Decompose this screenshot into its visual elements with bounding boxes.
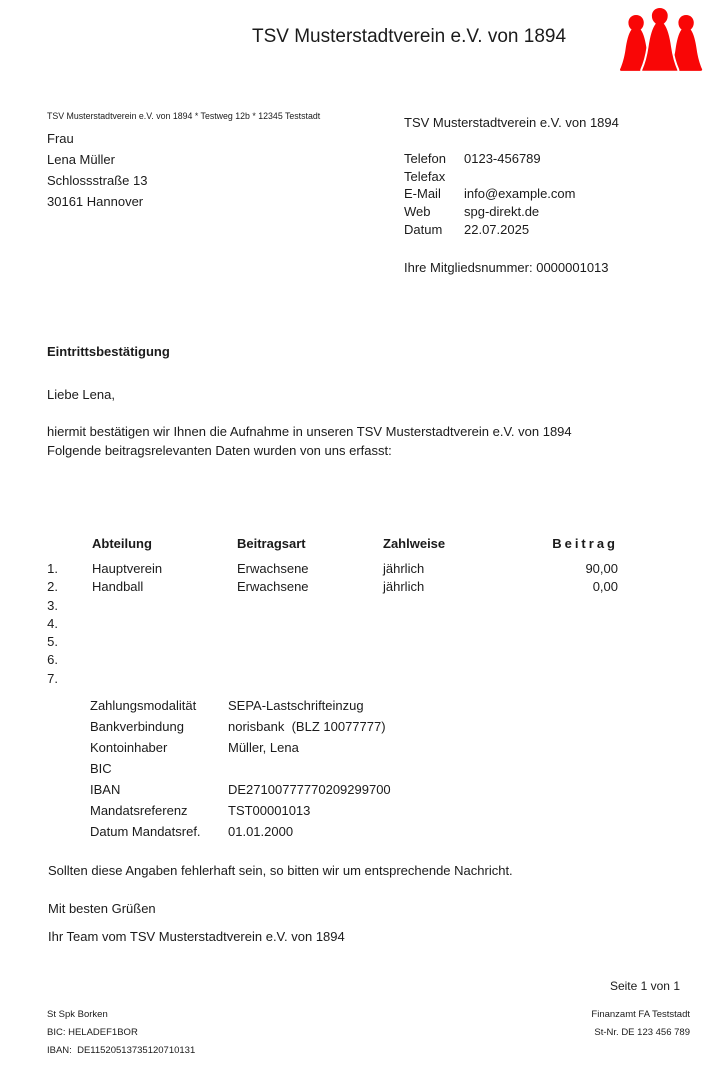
- payment-row-mandatsreferenz: [90, 800, 391, 821]
- letter-salutation: Liebe Lena,: [47, 387, 115, 402]
- contact-row-datum: [404, 222, 575, 240]
- cell-zahlweise: jährlich: [383, 579, 425, 595]
- payment-label: IBAN: [90, 782, 121, 797]
- contact-info-block: [404, 151, 575, 239]
- payment-label: Bankverbindung: [90, 719, 184, 734]
- fee-table: [38, 536, 618, 689]
- table-row: [38, 634, 618, 652]
- contact-value: 22.07.2025: [464, 221, 530, 237]
- membership-number: Ihre Mitgliedsnummer: 0000001013: [404, 260, 609, 275]
- row-number: 7.: [47, 670, 58, 686]
- col-header-zahlweise: Zahlweise: [383, 536, 446, 551]
- row-number: 2.: [47, 579, 58, 595]
- footer-tax-office: Finanzamt FA Teststadt: [591, 1009, 690, 1020]
- cell-abteilung: Hauptverein: [92, 561, 163, 576]
- letter-body: [47, 423, 572, 460]
- payment-row-zahlungsmodalitaet: [90, 695, 391, 716]
- payment-label: Kontoinhaber: [90, 740, 168, 755]
- letter-body-line: Folgende beitragsrelevanten Daten wurden von uns erfasst:: [47, 442, 392, 458]
- col-header-abteilung: Abteilung: [92, 536, 152, 551]
- recipient-address: [47, 128, 147, 212]
- contact-row-web: [404, 204, 575, 222]
- page-title: TSV Musterstadtverein e.V. von 1894: [252, 26, 567, 47]
- footer-bank-bic: BIC: HELADEF1BOR: [47, 1027, 138, 1038]
- payment-row-kontoinhaber: [90, 737, 391, 758]
- cell-beitragsart: Erwachsene: [237, 561, 309, 576]
- payment-value: Müller, Lena: [228, 740, 299, 755]
- row-number: 4.: [47, 615, 58, 631]
- payment-value: 01.01.2000: [228, 824, 294, 839]
- payment-row-bic: [90, 758, 391, 779]
- cell-beitrag: 0,00: [592, 579, 618, 595]
- contact-label: Web: [404, 204, 431, 220]
- contact-row-email: [404, 186, 575, 204]
- payment-details-block: [90, 695, 391, 842]
- org-name: TSV Musterstadtverein e.V. von 1894: [404, 115, 619, 130]
- contact-value: 0123-456789: [464, 151, 541, 166]
- table-row: [38, 671, 618, 689]
- row-number: 5.: [47, 634, 58, 650]
- cell-zahlweise: jährlich: [383, 561, 425, 576]
- cell-beitrag: 90,00: [585, 561, 618, 576]
- payment-label: Zahlungsmodalität: [90, 698, 197, 713]
- table-row: [38, 579, 618, 597]
- table-row: [38, 561, 618, 579]
- footer-bank-details: [47, 1006, 195, 1060]
- table-row: [38, 616, 618, 634]
- col-header-beitrag: Beitrag: [552, 536, 618, 551]
- recipient-salutation: Frau: [47, 131, 74, 146]
- recipient-name: Lena Müller: [47, 152, 115, 167]
- club-pawns-logo-icon: [618, 6, 704, 76]
- contact-label: Datum: [404, 221, 443, 237]
- payment-label: Mandatsreferenz: [90, 803, 188, 818]
- table-row: [38, 652, 618, 670]
- payment-value: TST00001013: [228, 803, 311, 818]
- contact-row-telefax: [404, 169, 575, 187]
- cell-beitragsart: Erwachsene: [237, 579, 309, 595]
- recipient-city: 30161 Hannover: [47, 194, 144, 209]
- letter-subject: Eintrittsbestätigung: [47, 344, 170, 359]
- footer-tax-details: [591, 1006, 690, 1042]
- payment-label: Datum Mandatsref.: [90, 824, 201, 839]
- closing-signature: Ihr Team vom TSV Musterstadtverein e.V. von 1894: [48, 929, 345, 944]
- col-header-beitragsart: Beitragsart: [237, 536, 306, 551]
- payment-label: BIC: [90, 761, 112, 776]
- table-row: [38, 598, 618, 616]
- footer-tax-number: St-Nr. DE 123 456 789: [594, 1027, 690, 1038]
- payment-row-iban: [90, 779, 391, 800]
- payment-value: SEPA-Lastschrifteinzug: [228, 698, 364, 713]
- recipient-street: Schlossstraße 13: [47, 173, 148, 188]
- row-number: 3.: [47, 597, 58, 613]
- contact-label: Telefax: [404, 168, 446, 184]
- row-number: 6.: [47, 652, 58, 668]
- row-number: 1.: [47, 561, 58, 576]
- contact-label: Telefon: [404, 151, 446, 166]
- payment-value: norisbank (BLZ 10077777): [228, 719, 386, 734]
- payment-row-datum-mandatsref: [90, 821, 391, 842]
- cell-abteilung: Handball: [92, 579, 144, 595]
- payment-value: DE27100777770209299700: [228, 782, 391, 797]
- contact-label: E-Mail: [404, 186, 441, 202]
- page-number: Seite 1 von 1: [609, 979, 680, 993]
- contact-value: spg-direkt.de: [464, 204, 540, 220]
- fee-table-header: [38, 536, 618, 561]
- contact-row-telefon: [404, 151, 575, 169]
- closing-greeting: Mit besten Grüßen: [48, 901, 156, 916]
- footer-bank-iban: IBAN: DE11520513735120710131: [47, 1045, 196, 1056]
- letter-body-line: hiermit bestätigen wir Ihnen die Aufnahme in unseren TSV Musterstadtverein e.V. von 1894: [47, 424, 572, 439]
- sender-return-address: TSV Musterstadtverein e.V. von 1894 * Testweg 12b * 12345 Teststadt: [47, 111, 321, 121]
- payment-row-bankverbindung: [90, 716, 391, 737]
- closing-note: Sollten diese Angaben fehlerhaft sein, so bitten wir um entsprechende Nachricht.: [48, 863, 513, 878]
- footer-bank-name: St Spk Borken: [47, 1009, 108, 1020]
- contact-value: info@example.com: [464, 186, 576, 202]
